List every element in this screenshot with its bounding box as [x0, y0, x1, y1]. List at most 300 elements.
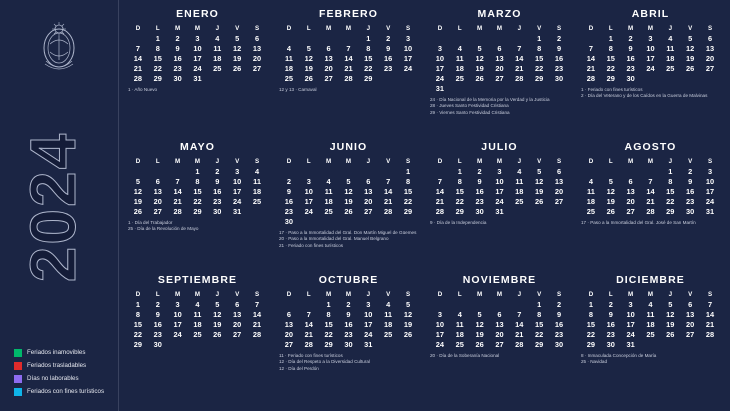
day-cell[interactable]: 19: [535, 187, 544, 196]
day-cell[interactable]: 5: [346, 177, 351, 187]
day-cell[interactable]: 11: [646, 310, 655, 320]
day-cell[interactable]: 27: [324, 73, 333, 83]
day-cell[interactable]: 5: [537, 167, 542, 177]
day-cell[interactable]: 19: [304, 63, 313, 73]
day-cell[interactable]: 26: [666, 329, 675, 339]
day-cell[interactable]: 16: [173, 54, 182, 63]
day-cell[interactable]: 18: [515, 187, 524, 196]
day-cell[interactable]: 19: [403, 320, 413, 329]
day-cell[interactable]: 23: [213, 196, 222, 206]
day-cell[interactable]: 1: [537, 300, 542, 310]
day-cell[interactable]: 22: [535, 329, 544, 339]
day-cell[interactable]: 4: [588, 177, 593, 187]
day-cell[interactable]: 14: [344, 54, 353, 63]
day-cell[interactable]: 13: [233, 310, 242, 320]
day-cell[interactable]: 4: [254, 167, 260, 177]
day-cell[interactable]: 5: [477, 310, 482, 320]
day-cell[interactable]: 3: [235, 167, 240, 177]
day-cell[interactable]: 6: [688, 300, 693, 310]
day-cell[interactable]: 27: [153, 206, 162, 216]
day-cell[interactable]: 8: [366, 44, 371, 54]
day-cell[interactable]: 26: [475, 73, 484, 83]
day-cell[interactable]: 29: [535, 73, 544, 83]
day-cell[interactable]: 13: [495, 320, 504, 329]
day-cell[interactable]: 4: [386, 300, 391, 310]
day-cell[interactable]: 30: [153, 339, 162, 349]
day-cell[interactable]: 1: [668, 167, 673, 177]
day-cell[interactable]: 14: [435, 187, 445, 196]
day-cell[interactable]: 11: [666, 44, 675, 54]
day-cell[interactable]: 30: [475, 206, 484, 216]
day-cell[interactable]: 11: [455, 320, 464, 329]
day-cell[interactable]: 7: [437, 177, 442, 187]
day-cell[interactable]: 26: [403, 329, 413, 339]
day-cell[interactable]: 12: [403, 310, 413, 320]
day-cell[interactable]: 18: [213, 54, 222, 63]
day-cell[interactable]: 8: [155, 44, 160, 54]
day-cell[interactable]: 17: [364, 320, 373, 329]
day-cell[interactable]: 21: [705, 320, 715, 329]
day-cell[interactable]: 13: [153, 187, 162, 196]
day-cell[interactable]: 4: [457, 44, 462, 54]
day-cell[interactable]: 15: [535, 320, 544, 329]
day-cell[interactable]: 24: [304, 206, 313, 216]
day-cell[interactable]: 16: [606, 320, 615, 329]
day-cell[interactable]: 10: [364, 310, 373, 320]
day-cell[interactable]: 6: [497, 310, 502, 320]
day-cell[interactable]: 11: [587, 187, 595, 196]
day-cell[interactable]: 22: [324, 329, 333, 339]
day-cell[interactable]: 8: [537, 44, 542, 54]
day-cell[interactable]: 8: [668, 177, 673, 187]
day-cell[interactable]: 15: [455, 187, 464, 196]
day-cell[interactable]: 28: [344, 73, 353, 83]
day-cell[interactable]: 22: [153, 63, 162, 73]
day-cell[interactable]: 30: [686, 206, 695, 216]
day-cell[interactable]: 12: [475, 54, 484, 63]
day-cell[interactable]: 20: [233, 320, 242, 329]
day-cell[interactable]: 2: [556, 300, 562, 310]
day-cell[interactable]: 11: [455, 54, 464, 63]
day-cell[interactable]: 15: [364, 54, 373, 63]
day-cell[interactable]: 5: [668, 300, 673, 310]
day-cell[interactable]: 2: [608, 300, 613, 310]
day-cell[interactable]: 10: [173, 310, 182, 320]
day-cell[interactable]: 30: [554, 73, 564, 83]
day-cell[interactable]: 9: [688, 177, 693, 187]
day-cell[interactable]: 5: [215, 300, 220, 310]
day-cell[interactable]: 25: [252, 196, 262, 206]
day-cell[interactable]: 24: [233, 196, 242, 206]
day-cell[interactable]: 24: [495, 196, 504, 206]
day-cell[interactable]: 29: [455, 206, 464, 216]
day-cell[interactable]: 31: [705, 206, 715, 216]
day-cell[interactable]: 24: [435, 73, 445, 83]
day-cell[interactable]: 17: [233, 187, 242, 196]
day-cell[interactable]: 16: [384, 54, 393, 63]
day-cell[interactable]: 25: [646, 329, 655, 339]
day-cell[interactable]: 24: [173, 329, 182, 339]
day-cell[interactable]: 19: [606, 196, 615, 206]
day-cell[interactable]: 26: [233, 63, 242, 73]
day-cell[interactable]: 15: [666, 187, 675, 196]
day-cell[interactable]: 9: [346, 310, 351, 320]
day-cell[interactable]: 31: [626, 339, 635, 349]
day-cell[interactable]: 31: [495, 206, 504, 216]
day-cell[interactable]: 25: [515, 196, 524, 206]
day-cell[interactable]: 17: [435, 329, 445, 339]
day-cell[interactable]: 29: [153, 73, 162, 83]
day-cell[interactable]: 22: [403, 196, 413, 206]
day-cell[interactable]: 14: [304, 320, 313, 329]
day-cell[interactable]: 12: [344, 187, 353, 196]
day-cell[interactable]: 9: [175, 44, 180, 54]
day-cell[interactable]: 2: [175, 34, 180, 44]
day-cell[interactable]: 20: [153, 196, 162, 206]
day-cell[interactable]: 15: [535, 54, 544, 63]
day-cell[interactable]: 20: [626, 196, 635, 206]
day-cell[interactable]: 19: [344, 196, 353, 206]
day-cell[interactable]: 2: [286, 177, 291, 187]
day-cell[interactable]: 13: [284, 320, 294, 329]
day-cell[interactable]: 9: [608, 310, 613, 320]
day-cell[interactable]: 4: [457, 310, 462, 320]
day-cell[interactable]: 27: [364, 206, 373, 216]
day-cell[interactable]: 6: [286, 310, 291, 320]
day-cell[interactable]: 20: [364, 196, 373, 206]
day-cell[interactable]: 15: [193, 187, 202, 196]
day-cell[interactable]: 9: [556, 310, 562, 320]
day-cell[interactable]: 17: [173, 320, 182, 329]
day-cell[interactable]: 30: [554, 339, 564, 349]
day-cell[interactable]: 19: [133, 196, 143, 206]
day-cell[interactable]: 29: [535, 339, 544, 349]
day-cell[interactable]: 1: [155, 34, 160, 44]
day-cell[interactable]: 28: [435, 206, 445, 216]
day-cell[interactable]: 1: [457, 167, 462, 177]
day-cell[interactable]: 25: [213, 63, 222, 73]
day-cell[interactable]: 3: [405, 34, 411, 44]
day-cell[interactable]: 22: [535, 63, 544, 73]
day-cell[interactable]: 23: [554, 329, 564, 339]
day-cell[interactable]: 12: [213, 310, 222, 320]
day-cell[interactable]: 17: [626, 320, 635, 329]
day-cell[interactable]: 10: [646, 44, 655, 54]
day-cell[interactable]: 9: [286, 187, 291, 196]
day-cell[interactable]: 6: [326, 44, 331, 54]
day-cell[interactable]: 5: [688, 34, 693, 44]
day-cell[interactable]: 28: [252, 329, 262, 339]
day-cell[interactable]: 23: [554, 63, 564, 73]
day-cell[interactable]: 17: [403, 54, 413, 63]
day-cell[interactable]: 21: [435, 196, 445, 206]
day-cell[interactable]: 5: [235, 34, 240, 44]
day-cell[interactable]: 20: [705, 54, 715, 63]
day-cell[interactable]: 31: [364, 339, 373, 349]
day-cell[interactable]: 18: [586, 196, 596, 206]
day-cell[interactable]: 29: [606, 73, 615, 83]
day-cell[interactable]: 1: [326, 300, 331, 310]
day-cell[interactable]: 8: [195, 177, 200, 187]
day-cell[interactable]: 11: [285, 54, 293, 63]
day-cell[interactable]: 10: [233, 177, 242, 187]
day-cell[interactable]: 2: [386, 34, 391, 44]
day-cell[interactable]: 2: [688, 167, 693, 177]
day-cell[interactable]: 6: [366, 177, 371, 187]
day-cell[interactable]: 16: [686, 187, 695, 196]
day-cell[interactable]: 16: [213, 187, 222, 196]
day-cell[interactable]: 8: [326, 310, 331, 320]
day-cell[interactable]: 13: [554, 177, 564, 187]
day-cell[interactable]: 3: [628, 300, 633, 310]
day-cell[interactable]: 21: [384, 196, 393, 206]
day-cell[interactable]: 5: [405, 300, 411, 310]
day-cell[interactable]: 20: [554, 187, 564, 196]
day-cell[interactable]: 13: [252, 44, 262, 54]
day-cell[interactable]: 17: [495, 187, 504, 196]
day-cell[interactable]: 4: [195, 300, 200, 310]
day-cell[interactable]: 2: [477, 167, 482, 177]
day-cell[interactable]: 21: [252, 320, 262, 329]
day-cell[interactable]: 7: [588, 44, 593, 54]
day-cell[interactable]: 17: [646, 54, 655, 63]
day-cell[interactable]: 22: [364, 63, 373, 73]
day-cell[interactable]: 14: [384, 187, 393, 196]
day-cell[interactable]: 14: [515, 54, 524, 63]
day-cell[interactable]: 18: [193, 320, 202, 329]
day-cell[interactable]: 26: [686, 63, 695, 73]
day-cell[interactable]: 5: [306, 44, 311, 54]
day-cell[interactable]: 10: [304, 187, 313, 196]
day-cell[interactable]: 24: [193, 63, 202, 73]
day-cell[interactable]: 4: [326, 177, 331, 187]
day-cell[interactable]: 6: [707, 34, 713, 44]
day-cell[interactable]: 18: [455, 329, 464, 339]
day-cell[interactable]: 21: [646, 196, 655, 206]
day-cell[interactable]: 10: [626, 310, 635, 320]
day-cell[interactable]: 24: [646, 63, 655, 73]
day-cell[interactable]: 11: [515, 177, 524, 187]
day-cell[interactable]: 7: [707, 300, 713, 310]
day-cell[interactable]: 21: [133, 63, 143, 73]
day-cell[interactable]: 10: [403, 44, 413, 54]
day-cell[interactable]: 16: [284, 196, 294, 206]
day-cell[interactable]: 24: [705, 196, 715, 206]
day-cell[interactable]: 18: [455, 63, 464, 73]
day-cell[interactable]: 6: [556, 167, 562, 177]
day-cell[interactable]: 2: [346, 300, 351, 310]
day-cell[interactable]: 17: [435, 63, 445, 73]
day-cell[interactable]: 29: [324, 339, 333, 349]
day-cell[interactable]: 27: [626, 206, 635, 216]
day-cell[interactable]: 6: [628, 177, 633, 187]
day-cell[interactable]: 22: [133, 329, 143, 339]
day-cell[interactable]: 19: [213, 320, 222, 329]
day-cell[interactable]: 30: [173, 73, 182, 83]
day-cell[interactable]: 5: [477, 44, 482, 54]
day-cell[interactable]: 23: [686, 196, 695, 206]
day-cell[interactable]: 26: [304, 73, 313, 83]
day-cell[interactable]: 8: [537, 310, 542, 320]
day-cell[interactable]: 21: [515, 329, 524, 339]
day-cell[interactable]: 16: [475, 187, 484, 196]
day-cell[interactable]: 9: [556, 44, 562, 54]
day-cell[interactable]: 25: [586, 206, 596, 216]
day-cell[interactable]: 19: [686, 54, 695, 63]
day-cell[interactable]: 26: [606, 206, 615, 216]
day-cell[interactable]: 12: [133, 187, 143, 196]
day-cell[interactable]: 31: [233, 206, 242, 216]
day-cell[interactable]: 30: [344, 339, 353, 349]
day-cell[interactable]: 5: [135, 177, 140, 187]
day-cell[interactable]: 15: [586, 320, 596, 329]
day-cell[interactable]: 28: [515, 73, 524, 83]
day-cell[interactable]: 9: [155, 310, 160, 320]
day-cell[interactable]: 26: [475, 339, 484, 349]
day-cell[interactable]: 28: [173, 206, 182, 216]
day-cell[interactable]: 24: [403, 63, 413, 73]
day-cell[interactable]: 15: [324, 320, 333, 329]
day-cell[interactable]: 27: [495, 339, 504, 349]
day-cell[interactable]: 16: [554, 54, 564, 63]
day-cell[interactable]: 18: [284, 63, 294, 73]
day-cell[interactable]: 6: [155, 177, 160, 187]
day-cell[interactable]: 16: [153, 320, 162, 329]
day-cell[interactable]: 2: [215, 167, 220, 177]
day-cell[interactable]: 27: [705, 63, 715, 73]
day-cell[interactable]: 28: [515, 339, 524, 349]
day-cell[interactable]: 1: [195, 167, 200, 177]
day-cell[interactable]: 29: [666, 206, 675, 216]
day-cell[interactable]: 28: [586, 73, 596, 83]
day-cell[interactable]: 3: [497, 167, 502, 177]
day-cell[interactable]: 13: [364, 187, 373, 196]
day-cell[interactable]: 20: [252, 54, 262, 63]
day-cell[interactable]: 3: [707, 167, 713, 177]
day-cell[interactable]: 7: [517, 310, 522, 320]
day-cell[interactable]: 7: [306, 310, 311, 320]
day-cell[interactable]: 10: [435, 54, 445, 63]
day-cell[interactable]: 14: [646, 187, 655, 196]
day-cell[interactable]: 11: [384, 310, 393, 320]
day-cell[interactable]: 11: [213, 44, 222, 54]
day-cell[interactable]: 4: [517, 167, 522, 177]
day-cell[interactable]: 18: [324, 196, 333, 206]
day-cell[interactable]: 10: [705, 177, 715, 187]
day-cell[interactable]: 20: [495, 329, 504, 339]
day-cell[interactable]: 21: [586, 63, 596, 73]
day-cell[interactable]: 13: [495, 54, 504, 63]
day-cell[interactable]: 26: [133, 206, 143, 216]
day-cell[interactable]: 7: [346, 44, 351, 54]
day-cell[interactable]: 27: [233, 329, 242, 339]
day-cell[interactable]: 9: [477, 177, 482, 187]
day-cell[interactable]: 22: [455, 196, 464, 206]
day-cell[interactable]: 18: [252, 187, 262, 196]
day-cell[interactable]: 25: [284, 73, 294, 83]
day-cell[interactable]: 28: [133, 73, 143, 83]
day-cell[interactable]: 28: [646, 206, 655, 216]
day-cell[interactable]: 25: [193, 329, 202, 339]
day-cell[interactable]: 14: [586, 54, 596, 63]
day-cell[interactable]: 14: [133, 54, 143, 63]
day-cell[interactable]: 9: [215, 177, 220, 187]
day-cell[interactable]: 16: [626, 54, 635, 63]
day-cell[interactable]: 19: [666, 320, 675, 329]
day-cell[interactable]: 16: [554, 320, 564, 329]
day-cell[interactable]: 13: [686, 310, 695, 320]
day-cell[interactable]: 20: [324, 63, 333, 73]
day-cell[interactable]: 14: [252, 310, 262, 320]
day-cell[interactable]: 21: [344, 63, 353, 73]
day-cell[interactable]: 22: [586, 329, 596, 339]
day-cell[interactable]: 3: [437, 44, 442, 54]
day-cell[interactable]: 12: [535, 177, 544, 187]
day-cell[interactable]: 24: [435, 339, 445, 349]
day-cell[interactable]: 26: [213, 329, 222, 339]
day-cell[interactable]: 30: [284, 216, 294, 226]
day-cell[interactable]: 26: [535, 196, 544, 206]
day-cell[interactable]: 15: [403, 187, 413, 196]
day-cell[interactable]: 8: [588, 310, 593, 320]
day-cell[interactable]: 7: [254, 300, 260, 310]
day-cell[interactable]: 28: [705, 329, 715, 339]
day-cell[interactable]: 23: [284, 206, 294, 216]
day-cell[interactable]: 15: [606, 54, 615, 63]
day-cell[interactable]: 28: [384, 206, 393, 216]
day-cell[interactable]: 30: [213, 206, 222, 216]
day-cell[interactable]: 12: [233, 44, 242, 54]
day-cell[interactable]: 29: [364, 73, 373, 83]
day-cell[interactable]: 13: [324, 54, 333, 63]
day-cell[interactable]: 22: [606, 63, 615, 73]
day-cell[interactable]: 3: [366, 300, 371, 310]
day-cell[interactable]: 1: [135, 300, 140, 310]
day-cell[interactable]: 23: [475, 196, 484, 206]
day-cell[interactable]: 13: [626, 187, 635, 196]
day-cell[interactable]: 3: [306, 177, 311, 187]
day-cell[interactable]: 2: [628, 34, 633, 44]
day-cell[interactable]: 27: [284, 339, 294, 349]
day-cell[interactable]: 16: [344, 320, 353, 329]
day-cell[interactable]: 12: [686, 44, 695, 54]
day-cell[interactable]: 4: [286, 44, 291, 54]
day-cell[interactable]: 24: [626, 329, 635, 339]
day-cell[interactable]: 25: [666, 63, 675, 73]
day-cell[interactable]: 11: [193, 310, 202, 320]
day-cell[interactable]: 17: [705, 187, 715, 196]
day-cell[interactable]: 8: [135, 310, 140, 320]
day-cell[interactable]: 18: [666, 54, 675, 63]
day-cell[interactable]: 31: [435, 83, 445, 93]
day-cell[interactable]: 22: [193, 196, 202, 206]
day-cell[interactable]: 21: [173, 196, 182, 206]
day-cell[interactable]: 12: [475, 320, 484, 329]
day-cell[interactable]: 5: [608, 177, 613, 187]
day-cell[interactable]: 4: [215, 34, 220, 44]
day-cell[interactable]: 1: [405, 167, 411, 177]
day-cell[interactable]: 11: [324, 187, 333, 196]
day-cell[interactable]: 12: [606, 187, 615, 196]
day-cell[interactable]: 19: [475, 63, 484, 73]
day-cell[interactable]: 25: [324, 206, 333, 216]
day-cell[interactable]: 17: [193, 54, 202, 63]
day-cell[interactable]: 29: [403, 206, 413, 216]
day-cell[interactable]: 26: [344, 206, 353, 216]
day-cell[interactable]: 2: [556, 34, 562, 44]
day-cell[interactable]: 25: [455, 73, 464, 83]
day-cell[interactable]: 20: [495, 63, 504, 73]
